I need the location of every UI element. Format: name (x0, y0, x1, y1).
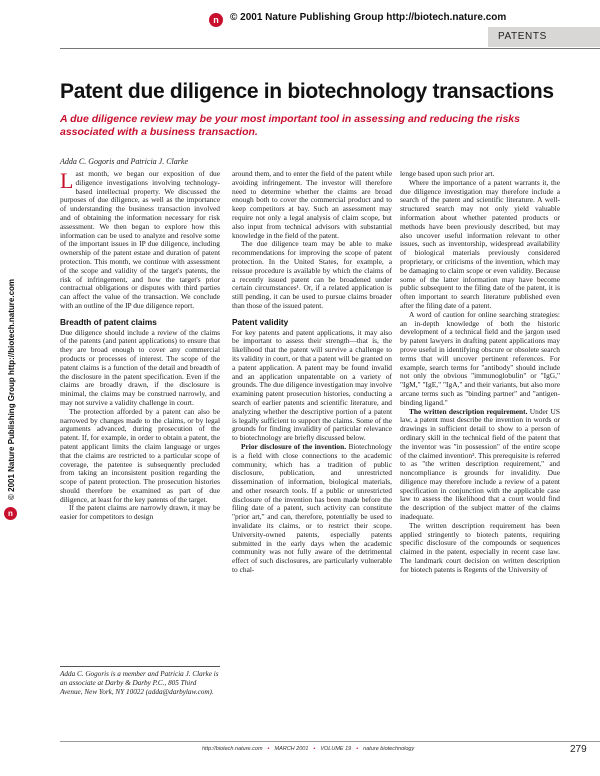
footer-volume: VOLUME 19 (320, 746, 352, 752)
section-heading-validity: Patent validity (232, 316, 289, 327)
footer-separator: • (313, 746, 316, 752)
author-affiliation: Adda C. Gogoris is a member and Patricia J. Clarke is an associate at Darby & Darby P.C., 805 Third Avenue, New York, NY 10022 (adda@darbylaw.com). (60, 670, 219, 696)
column-3 (400, 170, 560, 575)
paragraph: The protection afforded by a patent can also be narrowed by changes made to the claims, or by legal arguments advanced, during prosecution of the patent. If, for example, in order to obtain a patent, the patent applicant limits the claim language or urges that the claims are restricted to a particular scope of coverage, the patentee is subsequently precluded from taking an inconsistent position regarding the scope of patent protection. The prosecution histories should therefore be examined as part of due diligence, at least for the key patents of the target. (60, 406, 220, 504)
paragraph: Prior disclosure of the invention. Biotechnology is a field with close connections to the academic community, which has a tradition of public disclosure, publication, and unrestricted dissemination of information, biological materials, and other research tools. If a public or unrestricted disclosure of the invention has been made before the filing date of a patent, such activity can constitute "prior art," and can, therefore, potentially be used to invalidate its claims, or to restrict their scope. University-owned patents, especially patents submitted in the early days when the academic community was not fully aware of the detrimental effect of such disclosures, are particularly vulnerable to chal- (232, 441, 392, 575)
section-tab: PATENTS (488, 27, 600, 47)
paragraph: around them, and to enter the field of the patent while avoiding infringement. The investor will therefore need to determine whether the claims are broad enough both to cover the commercial product and to keep competitors at bay. Such an assessment may require not only a legal analysis of claim scope, but also input from technical advisors with substantial knowledge in the field of the patent. (232, 169, 392, 240)
paragraph: If the patent claims are narrowly drawn, it may be easier for competitors to design (60, 503, 220, 522)
footer-separator: • (356, 746, 359, 752)
affiliation-divider (60, 666, 220, 667)
paragraph: lenge based upon such prior art. (400, 169, 495, 178)
header-divider (60, 48, 600, 49)
paragraph: The written description requirement. Under US law, a patent must describe the invention in words or drawings in sufficient detail to show to a person of ordinary skill in the technical field of the patent that the inventor was "in possession" of the entire scope of the claimed invention². This prerequisite is referred to as "the written description requirement," and noncompliance is grounds for invalidity. Due diligence may therefore include a review of a patent specification in conjunction with the applicable case law to assess the likelihood that a court would find the description of the subject matter of the claims inadequate. (400, 406, 560, 522)
footer-url: http://biotech.nature.com (202, 746, 263, 752)
runin-heading: Prior disclosure of the invention. (241, 441, 347, 451)
paragraph: For key patents and patent applications, it may also be important to assess their strength—that is, the likelihood that the patent will survive a challenge to its validity in court, or that a patent will be granted on a patent application. A patent may be found invalid and an application unpatentable on a variety of grounds. The due diligence investigation may involve examining patent prosecution histories, conducting a search of earlier patents and scientific literature, and analyzing whether the descriptive portion of a patent is legally sufficient to support the claims. Some of the grounds for finding invalidity of particular relevance to biotechnology are briefly discussed below. (232, 327, 392, 443)
article-subtitle: A due diligence review may be your most important tool in assessing and reducing the risks associated with a business transaction. (60, 113, 520, 138)
footer-issue: MARCH 2001 (274, 746, 309, 752)
article-title: Patent due diligence in biotechnology transactions (60, 80, 554, 103)
copyright-line: © 2001 Nature Publishing Group http://biotech.nature.com (230, 12, 507, 23)
section-heading-breadth: Breadth of patent claims (60, 316, 157, 327)
paragraph: Where the importance of a patent warrants it, the due diligence investigation may therefore include a search of the patent and scientific literature. A well-structured search may not only yield valuable information about whether patented products or methods have been previously described, but may also uncover useful information relevant to other issues, such as inventorship, widespread availability of biological materials previously considered proprietary, or criticisms of the invention, which may be damaging to claim scope or even validity. Because some of the latter information may have become public subsequent to the filing date of the patent, it is often important to search literature published even after the filing date of a patent. (400, 177, 560, 310)
page-number: 279 (570, 744, 587, 755)
paragraph: The written description requirement has been applied stringently to biotech patents, requiring specific disclosure of the compounds or sequences claimed in the patent, especially in recent case law. The landmark court decision on written description for biotech patents is Regents of the University of (400, 520, 560, 574)
npg-logo-icon: n (209, 13, 223, 27)
drop-cap: L (60, 168, 74, 193)
footer-journal: nature biotechnology (363, 746, 415, 752)
paragraph: The due diligence team may be able to make recommendations for improving the scope of patent protection. In the United States, for example, a reissue procedure is available by which the claims of a recently issued patent can be broadened under certain circumstances¹. Or, if a related application is still pending, it can be used to pursue claims broader than those of the issued patent. (232, 239, 392, 310)
side-copyright-text: © 2001 Nature Publishing Group http://biotech.nature.com (7, 278, 16, 500)
column-1 (60, 170, 220, 522)
footer-divider (60, 741, 600, 742)
side-npg-logo-icon: n (4, 507, 17, 520)
footer-separator: • (267, 746, 270, 752)
column-2 (232, 170, 392, 575)
article-authors: Adda C. Gogoris and Patricia J. Clarke (60, 157, 188, 166)
paragraph: A word of caution for online searching strategies: an in-depth knowledge of both the historic development of a technical field and the jargon used by patent lawyers in drafting patent applications may prove useful in identifying obscure or obsolete search terms that will uncover pertinent references. For example, search terms for "antibody" should include not only the obvious "immunoglobulin" or "IgG," "IgM," "IgE," "IgA," and their variants, but also more arcane terms such as "binding partner" and "antigen-binding ligand." (400, 309, 560, 407)
intro-paragraph: Last month, we began our exposition of due diligence investigations involving technology-based intellectual property. We discussed the purposes of due diligence, as well as the importance of understanding the business transaction involved and of obtaining the information necessary for risk assessment. We then began to explore how this information can be used to analyze and resolve some of the important issues in IP due diligence, including ownership of the patent estate and duration of patent protection. This month, we continue with assessment of the scope and validity of the target's patents, the risk of infringement, and how the target's prior contractual obligations or disputes with third parties can affect the value of the transaction. We conclude with an outline of the IP due diligence report. (60, 168, 220, 310)
runin-heading: The written description requirement. (409, 406, 528, 416)
paragraph: Due diligence should include a review of the claims of the patents (and patent applications) to ensure that they are broad enough to cover any commercial products or processes of interest. The scope of the patent claims is a function of the detail and breadth of the disclosure in the patent specification. Even if the claims are broadly drawn, if the disclosure is minimal, the claims may be construed narrowly, and may not survive a validity challenge in court. (60, 327, 220, 407)
side-copyright (2, 160, 24, 500)
footer-line (202, 746, 414, 752)
